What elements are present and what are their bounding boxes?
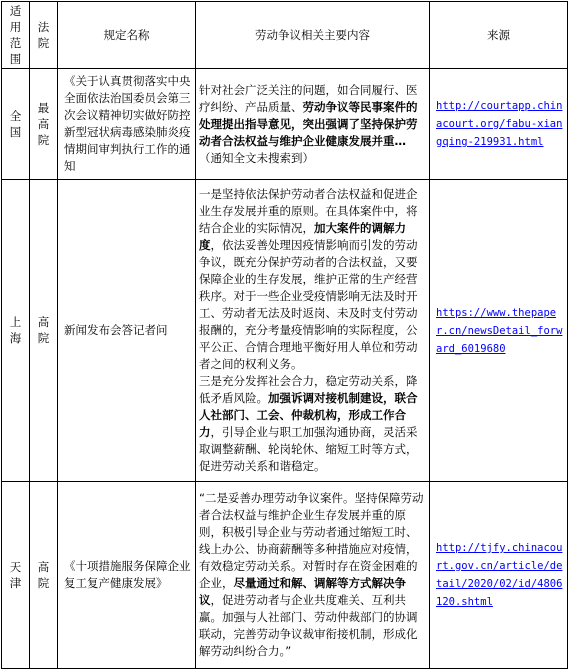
court-cell: 最高院 xyxy=(30,69,58,180)
source-cell xyxy=(430,482,568,669)
content-note: （通知全文未搜索到） xyxy=(199,150,314,165)
scope-cell: 天津 xyxy=(2,482,30,669)
regulation-name-cell: 《关于认真贯彻落实中央全面依法治国委员会第三次会议精神切实做好防控新型冠状病毒感染肺炎疫情期间审判执行工作的通知 xyxy=(58,69,196,180)
court-cell: 高院 xyxy=(30,482,58,669)
header-row xyxy=(2,2,568,69)
content-paragraph: 针对社会广泛关注的问题，如合同履行、医疗纠纷、产品质量、劳动争议等民事案件的处理提出指导意见，突出强调了坚持保护劳动者合法权益与维护企业健康发展并重… xyxy=(199,82,418,148)
header-court: 法院 xyxy=(30,2,58,69)
header-scope: 适用范围 xyxy=(2,2,30,69)
table-row xyxy=(2,482,568,669)
header-content: 劳动争议相关主要内容 xyxy=(196,2,430,69)
source-link[interactable]: http://tjfy.chinacourt.gov.cn/article/detail/2020/02/id/4806120.shtml xyxy=(436,542,563,608)
table-row xyxy=(2,69,568,180)
content-paragraph: 一是坚持依法保护劳动者合法权益和促进企业生存发展并重的原则。在具体案件中，将结合企业的实际情况，加大案件的调解力度，依法妥善处理因疫情影响而引发的劳动争议，既充分保护劳动者的合法权益，又要保障企业的生存发展，维护正常的生产经营秩序。对于一些企业受疫情影响无法及时开工、劳动者无法及时返岗、未及时支付劳动报酬的，充分考量疫情影响的实际程度，公平公正、合情合理地平衡好用人单位和劳动者之间的权利义务。 xyxy=(199,187,418,371)
header-name: 规定名称 xyxy=(58,2,196,69)
content-cell xyxy=(196,180,430,482)
scope-cell: 上海 xyxy=(2,180,30,482)
content-paragraph: “二是妥善办理劳动争议案件。坚持保障劳动者合法权益与维护企业生存发展并重的原则，积极引导企业与劳动者通过缩短工时、线上办公、协商薪酬等多种措施应对疫情，有效稳定劳动关系。对暂时存在资金困难的企业，尽量通过和解、调解等方式解决争议，促进劳动者与企业共度难关、互利共赢。加强与人社部门、劳动仲裁部门的协调联动，完善劳动争议裁审衔接机制，形成化解劳动纠纷合力。” xyxy=(199,491,424,658)
source-link[interactable]: https://www.thepaper.cn/newsDetail_forward_6019680 xyxy=(436,306,563,355)
scope-cell: 全国 xyxy=(2,69,30,180)
source-link[interactable]: http://courtapp.chinacourt.org/fabu-xiangqing-219931.html xyxy=(436,100,563,148)
source-cell xyxy=(430,180,568,482)
regulation-name-cell: 《十项措施服务保障企业复工复产健康发展》 xyxy=(58,482,196,669)
content-paragraph: 三是充分发挥社会合力，稳定劳动关系，降低矛盾风险。加强诉调对接机制建设，联合人社部门、工会、仲裁机构，形成工作合力，引导企业与职工加强沟通协商，灵活采取调整薪酬、轮岗轮休、缩短工时等方式，促进劳动关系和谐稳定。 xyxy=(199,374,418,473)
table-row xyxy=(2,180,568,482)
source-cell xyxy=(430,69,568,180)
content-cell xyxy=(196,69,430,180)
court-cell: 高院 xyxy=(30,180,58,482)
header-source: 来源 xyxy=(430,2,568,69)
regulation-name-cell: 新闻发布会答记者问 xyxy=(58,180,196,482)
labor-dispute-table xyxy=(1,1,568,669)
content-cell xyxy=(196,482,430,669)
